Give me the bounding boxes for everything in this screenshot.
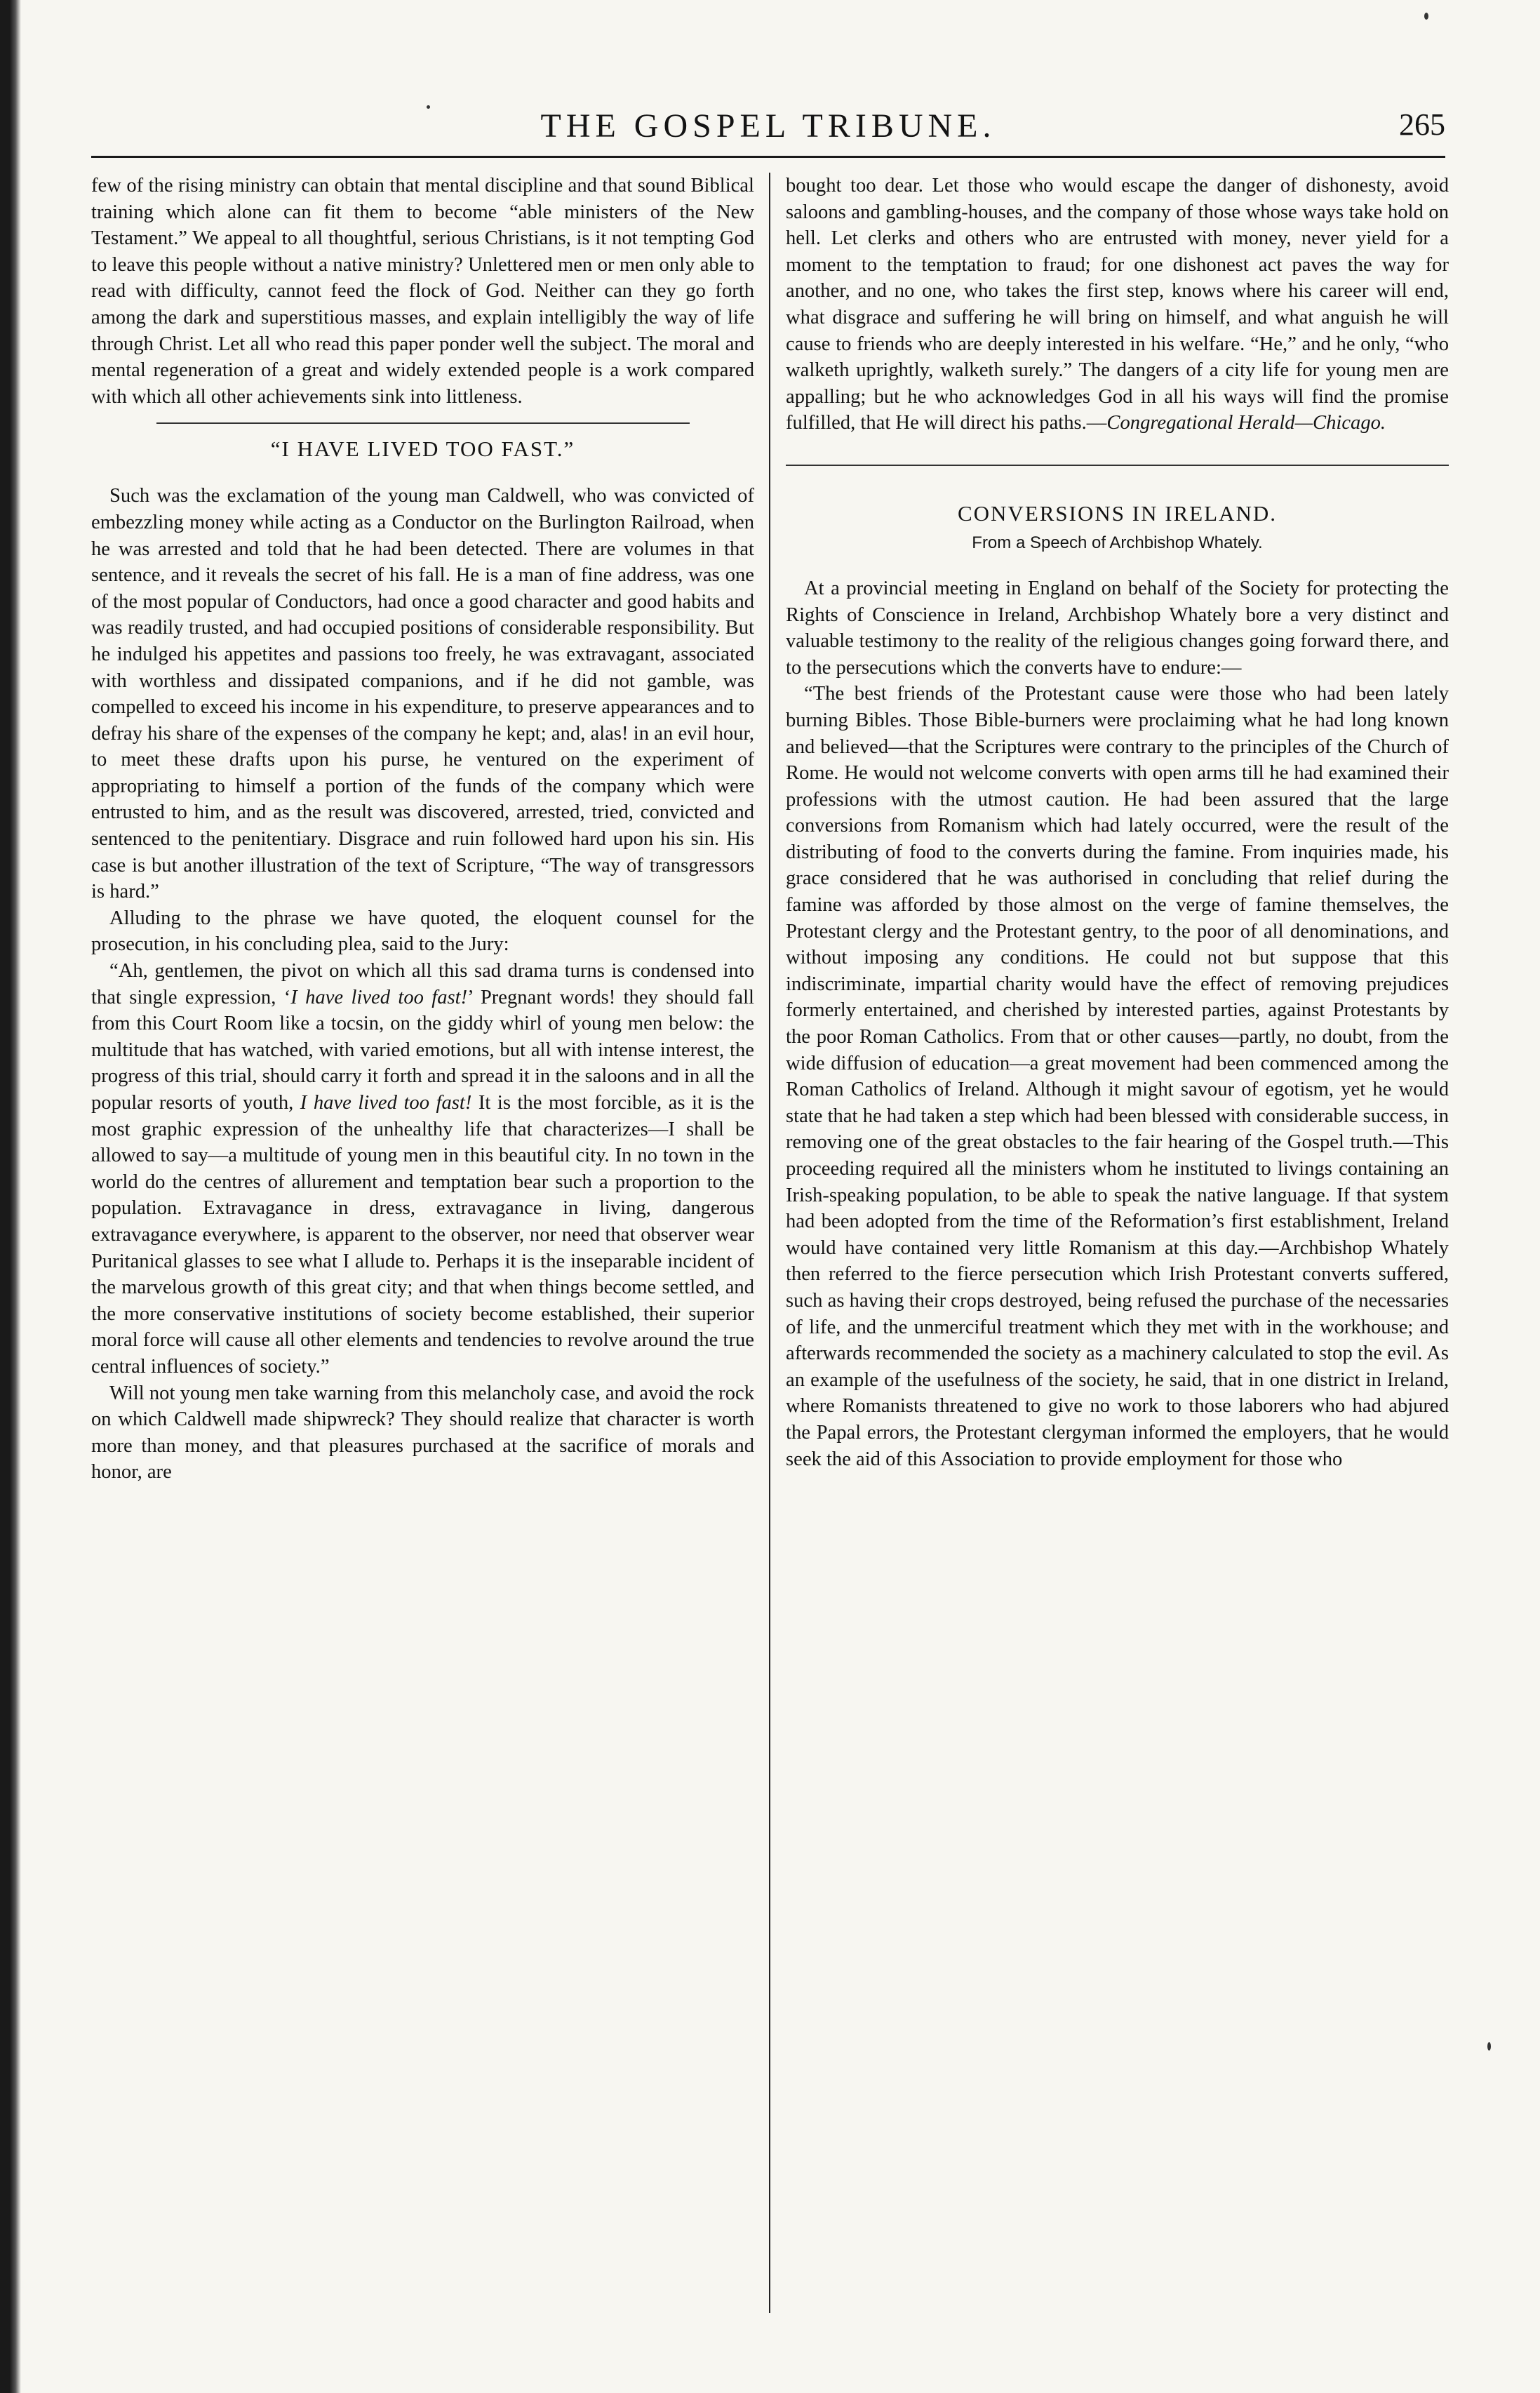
article-paragraph: Such was the exclamation of the young man Caldwell, who was convicted of embezzling money while acting as a Conductor on the Burlington Railroad, when he was arrested and told that he had been detected. There are volumes in that sentence, and it reveals the secret of his fall. He is a man of fine address, was one of the most popular of Conductors, had once a good character and good habits and was readily trusted, and had occupied positions of considerable responsibility. But he indulged his appetites and passions too freely, he was extravagant, associated with worthless and dissipated companions, and if he did not gamble, was compelled to exceed his income in his expenditure, to preserve appearances and to defray his share of the expenses of the company he kept; and, alas! in an evil hour, to meet these drafts upon his purse, he ventured on the experiment of appropriating to himself a portion of the funds of the company which were entrusted to him, and as the result was discovered, arrested, tried, convicted and sentenced to the penitentiary. Disgrace and ruin followed hard upon his sin. His case is but another illustration of the text of Scripture, “The way of transgressors is hard.” bbox=[91, 485, 754, 903]
article-paragraph: At a provincial meeting in England on behalf of the Society for protecting the Rights of Conscience in Ireland, Archbishop Whately bore a very distinct and valuable testimony to the reality of the religious changes going forward there, and to the persecutions which the converts have to endure:— bbox=[786, 577, 1449, 679]
continued-paragraph: few of the rising ministry can obtain that mental discipline and that sound Biblical training which alone can fit them to become “able ministers of the New Testament.” We appeal to all thoughtful, serious Christians, is it not tempting God to leave this people without a native ministry? Unlettered men or men only able to read with difficulty, cannot feed the flock of God. Neither can they go forth among the dark and superstitious masses, and explain intelligibly the way of life through Christ. Let all who read this paper ponder well the subject. The moral and mental regeneration of a great and widely extended people is a work compared with which all other achievements sink into littleness. bbox=[91, 175, 754, 408]
ink-speck bbox=[1487, 2042, 1491, 2051]
article-subhead: From a Speech of Archbishop Whately. bbox=[972, 533, 1263, 552]
continued-paragraph bbox=[786, 173, 1449, 436]
quoted-plea-paragraph bbox=[91, 958, 754, 1380]
article-paragraph: Alluding to the phrase we have quoted, the eloquent counsel for the prosecution, in his concluding plea, said to the Jury: bbox=[91, 907, 754, 956]
article-paragraph: “The best friends of the Protestant cause were those who had been lately burning Bibles. Those Bible-burners were proclaiming what he had long known and believed—that the Scriptures were contrary to the principles of the Church of Rome. He would not welcome converts with open arms till he had examined their professions with the utmost caution. He had been assured that the large conversions from Romanism which had lately occurred, were the result of the distributing of food to the converts during the famine. From inquiries made, his grace considered that he was authorised in concluding that relief during the famine was afforded by those almost on the verge of famine themselves, the Protestant clergy and the Protestant gentry, to the poor of all denominations, and without imposing any conditions. He could not but suppose that this indiscriminate, impartial charity would have the effect of removing prejudices formerly entertained, and cherished by interested parties, against Protestants by the poor Roman Catholics. From that or other causes—partly, no doubt, from the wide diffusion of education—a great movement had been commenced among the Roman Catholics of Ireland. Although it might savour of egotism, yet he would state that he had taken a step which had been blessed with considerable success, in removing one of the great obstacles to the fair hearing of the Gospel truth.—This proceeding required all the ministers whom he instituted to livings containing an Irish-speaking population, to be able to speak the native language. If that system had been adopted from the time of the Reformation’s first establishment, Ireland would have contained very little Romanism at this day.—Archbishop Whately then referred to the fierce persecution which Irish Protestant converts suffered, such as having their crops destroyed, being refused the purchase of the necessaries of life, and the unmerciful treatment which they met with in the workhouse; and afterwards recommended the society as a machinery calculated to stop the evil. As an example of the usefulness of the society, he said, that in one district in Ireland, where Romanists threatened to give no work to those laborers who had abjured the Papal errors, the Protestant clergyman informed the employers, that he would seek the aid of this Association to provide employment for those who bbox=[786, 683, 1449, 1470]
quote-italic: I have lived too fast! bbox=[290, 986, 468, 1008]
column-divider bbox=[769, 173, 770, 2313]
binding-edge bbox=[0, 0, 21, 2393]
newspaper-page bbox=[91, 105, 1449, 1484]
page-number: 265 bbox=[1399, 107, 1445, 142]
article-title: “I HAVE LIVED TOO FAST.” bbox=[270, 436, 575, 462]
page-header bbox=[91, 105, 1445, 158]
running-title: THE GOSPEL TRIBUNE. bbox=[540, 107, 996, 145]
article-title: CONVERSIONS IN IRELAND. bbox=[957, 500, 1278, 526]
section-divider bbox=[786, 465, 1449, 466]
quote-text: “Ah, gentlemen, the pivot on which all this sad drama turns is condensed into that single expression, ‘ bbox=[91, 960, 754, 1008]
article-paragraph: Will not young men take warning from this melancholy case, and avoid the rock on which Caldwell made shipwreck? They should realize that character is worth more than money, and that pleasures purchased at the sacrifice of morals and honor, are bbox=[91, 1382, 754, 1484]
text-columns bbox=[91, 173, 1449, 2320]
left-column bbox=[91, 173, 754, 1486]
right-column bbox=[786, 173, 1449, 1472]
paragraph-text: bought too dear. Let those who would escape the danger of dishonesty, avoid saloons and gambling-houses, and the company of those whose ways take hold on hell. Let clerks and others who are entrusted with money, never yield for a moment to the temptation to fraud; for one dishonest act paves the way for another, and no one, who takes the first step, knows where his career will end, what disgrace and suffering he will bring on himself, and what anguish he will cause to friends who are deeply interested in his welfare. “He,” and he only, “who walketh uprightly, walketh surely.” The dangers of a city life for young men are appalling; but he who acknowledges God in all his ways will find the promise fulfilled, that He will direct his paths.— bbox=[786, 175, 1449, 434]
ink-speck bbox=[1424, 13, 1428, 20]
section-divider bbox=[156, 422, 690, 424]
quote-text: ’ Pregnant words! they should fall from this Court Room like a tocsin, on the giddy whirl of young men below: the multitude that has watched, with varied emotions, but all with intense interest, the progress of this trial, should carry it forth and spread it in the saloons and in all the popular resorts of youth, bbox=[91, 986, 754, 1114]
source-credit: Congregational Herald—Chicago. bbox=[1106, 412, 1386, 434]
quote-text: It is the most forcible, as it is the most graphic expression of the unhealthy life that characterizes—I shall be allowed to say—a multitude of young men in this beautiful city. In no town in the world do the centres of allurement and temptation bear such a proportion to the population. Extravagance in dress, extravagance in living, dangerous extravagance everywhere, is apparent to the observer, nor need that observer wear Puritanical glasses to see what I allude to. Perhaps it is the inseparable incident of the marvelous growth of this great city; and that when things become settled, and the more conservative institutions of society become established, their superior moral force will cause all other elements and tendencies to revolve around the true central influences of society.” bbox=[91, 1092, 754, 1378]
quote-italic: I have lived too fast! bbox=[300, 1092, 472, 1114]
